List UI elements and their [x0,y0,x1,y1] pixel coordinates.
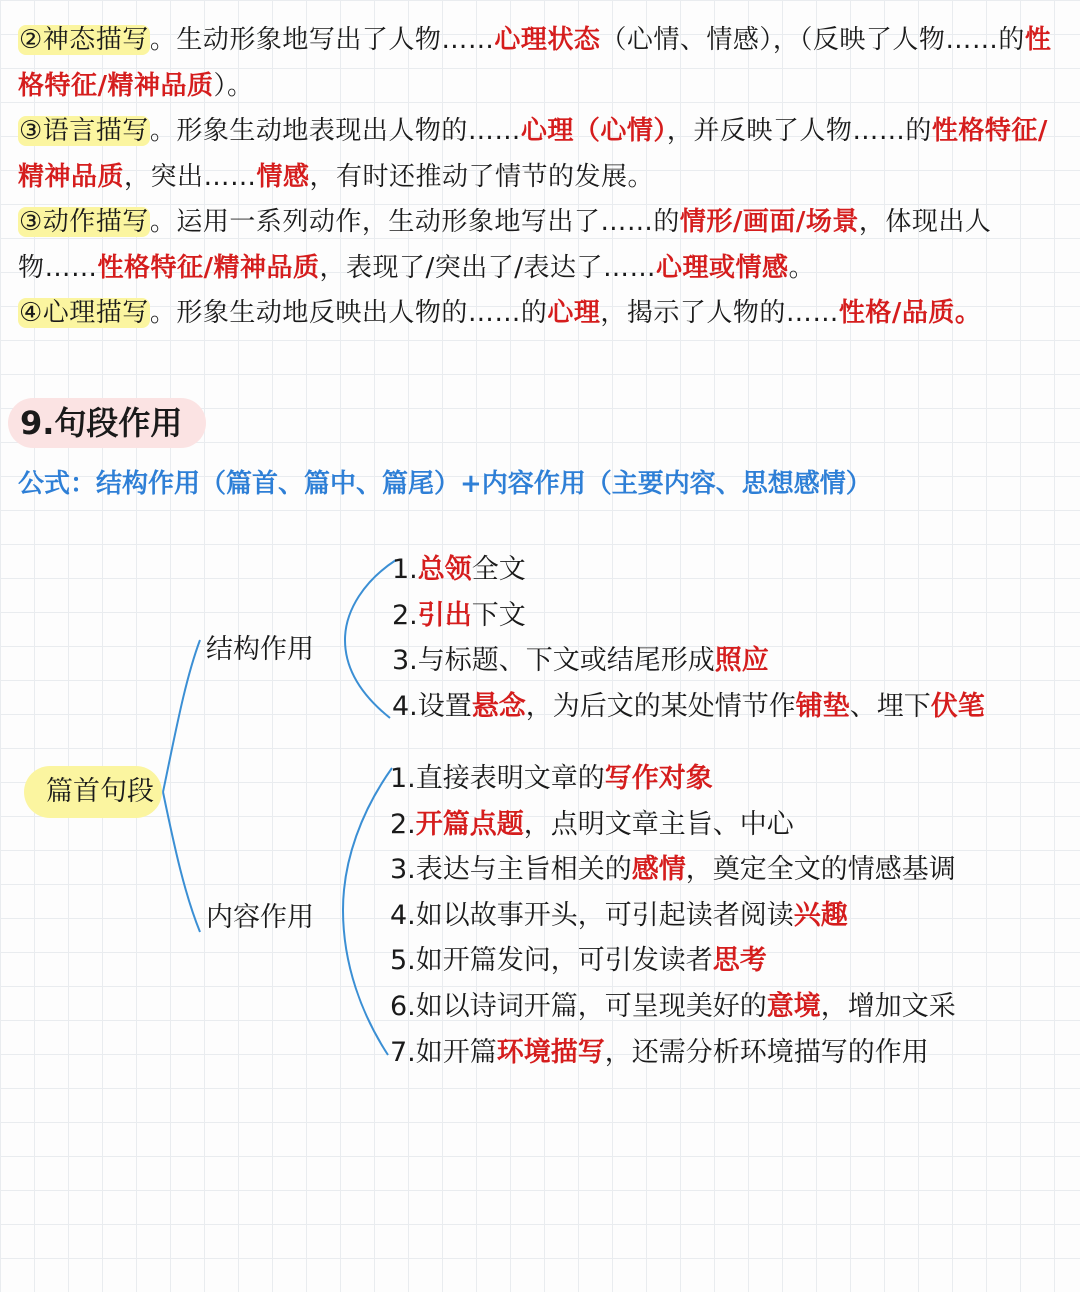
item-segment: ，增加文采 [820,991,956,1022]
paragraph-segment: ②神态描写 [19,25,149,55]
paragraph-segment: 性格/品质。 [838,298,982,328]
paragraph-segment: ③语言描写 [19,116,149,146]
item-segment: 3.与标题、下文或结尾形成 [392,645,715,676]
paragraph-segment: ，并反映了人物……的 [666,116,932,146]
paragraph-segment: 心理 [547,298,601,328]
item-segment: 思考 [712,945,767,976]
paragraph-segment: 性格特征/精神品质 [97,252,320,283]
paragraph-segment: 。形象生动地反映出人物的……的 [149,298,548,328]
item-segment: 意境 [766,991,821,1022]
paragraph-segment: ④心理描写 [19,298,149,328]
item-segment: 铺垫 [795,691,850,722]
item-segment: 开篇点题 [415,809,524,840]
item-segment: 总领 [417,554,472,585]
paragraph-segment: 情感 [256,161,310,192]
structure-item [392,596,526,636]
root-to-content-line [163,792,200,932]
paragraph-segment: 情形/画面/场景 [679,207,859,237]
branch-structure-label: 结构作用 [206,634,314,665]
item-segment: ，还需分析环境描写的作用 [604,1037,929,1068]
mindmap-root [24,766,162,818]
paragraph-segment: 心理（心情） [520,116,667,146]
item-segment: 照应 [714,645,769,676]
content-item [390,941,767,981]
item-segment: 4.如以故事开头，可引起读者阅读 [390,900,794,931]
paragraph-segment: ，表现了/突出了/表达了…… [319,252,657,283]
item-segment: 1.直接表明文章的 [390,763,605,794]
content-item [390,850,956,890]
item-segment: 环境描写 [496,1037,605,1068]
content-item [390,987,956,1027]
item-segment: 1. [392,554,418,585]
paragraph-segment: 。 [788,252,816,283]
content-item [390,896,848,936]
content-item [390,805,794,845]
item-segment: ，点明文章主旨、中心 [523,809,794,840]
paragraph-segment: ③动作描写 [19,207,149,237]
paragraph-segment: 。运用一系列动作，生动形象地写出了……的 [149,207,680,237]
item-segment: 下文 [471,600,526,631]
paragraph-segment: 性格特征/精神品质 [18,25,1052,101]
item-segment: 悬念 [471,691,526,722]
branch-content-label: 内容作用 [206,902,314,933]
paragraph-segment: 。生动形象地写出了人物…… [149,25,495,55]
content-bracket [343,768,392,1055]
formula-text: 公式：结构作用（篇首、篇中、篇尾）+内容作用（主要内容、思想感情） [18,469,872,499]
paragraph-segment: ，突出…… [124,161,257,192]
item-segment: 7.如开篇 [390,1037,497,1068]
item-segment: 2. [392,600,418,631]
mindmap-root-label: 篇首句段 [46,776,154,807]
paragraph-segment: 。形象生动地表现出人物的…… [149,116,521,146]
item-segment: 2. [390,809,416,840]
structure-item [392,550,526,590]
item-segment: 3.表达与主旨相关的 [390,854,632,885]
item-segment: ，为后文的某处情节作 [525,691,796,722]
item-segment: 、埋下 [849,691,931,722]
item-segment: 6.如以诗词开篇，可呈现美好的 [390,991,767,1022]
section-title: 9.句段作用 [20,404,183,442]
item-segment: 5.如开篇发问，可引发读者 [390,945,713,976]
paragraph-segment: （心情、情感），（反映了人物……的 [600,25,1025,55]
paragraph-segment: 性格特征/精神品质 [18,116,1048,192]
paragraph-segment: ）。 [213,70,254,101]
structure-item [392,687,985,727]
item-segment: 全文 [471,554,526,585]
paragraph-segment: ，有时还推动了情节的发展。 [309,161,655,192]
content-item [390,1033,929,1073]
root-to-structure-line [163,640,200,792]
item-segment: 兴趣 [793,900,848,931]
paragraph-segment: 心理状态 [494,25,601,55]
item-segment: 4.设置 [392,691,472,722]
paragraph-segment: ，揭示了人物的…… [600,298,839,328]
item-segment: 写作对象 [604,763,713,794]
paragraph-segment: ，体现出人物…… [18,207,992,283]
content-item [390,759,713,799]
structure-item [392,641,769,681]
item-segment: 伏笔 [930,691,985,722]
item-segment: ，奠定全文的情感基调 [685,854,956,885]
item-segment: 引出 [417,600,472,631]
paragraph-segment: 心理或情感 [656,252,789,283]
structure-bracket [345,560,396,718]
item-segment: 感情 [631,854,686,885]
